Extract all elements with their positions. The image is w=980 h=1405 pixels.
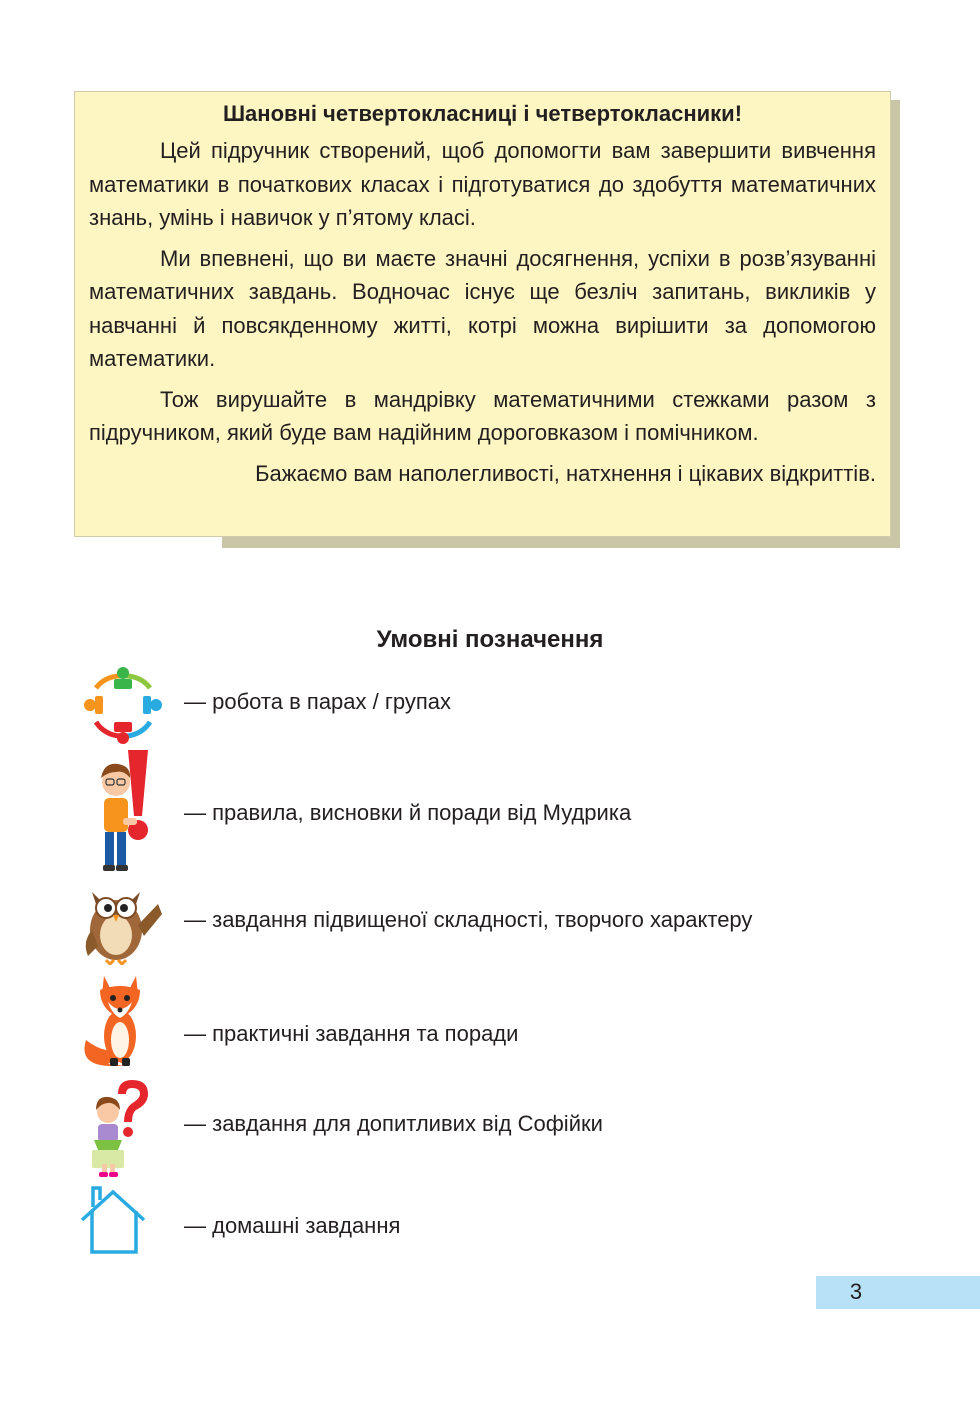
intro-paragraph: Цей підручник створений, щоб допомогти вам завершити вивчення математики в початкових класах і підготуватися до здобуття математичних знань, умінь і навичок у п’ятому класі. [89,138,876,230]
legend-text: — практичні завдання та поради [184,1021,519,1046]
legend-item-rules [78,748,898,876]
legend-item-practical [78,970,898,1070]
legend-title: Умовні позначення [376,626,604,653]
intro-box [74,91,891,537]
page-number-bar [816,1276,980,1309]
intro-paragraph: Ми впевнені, що ви маєте значні досягнення, успіхи в розв’язуванні математичних завдань. Водночас існує ще безліч запитань, викликів у навчанні й повсякденному житті, котрі можна вирішити за допомогою математики. [89,245,876,371]
legend-text: — робота в парах / групах [184,689,452,714]
legend-item-curious [78,1076,898,1178]
legend-item-homework [78,1184,898,1256]
page-number: 3 [849,1279,863,1304]
intro-paragraph: Тож вирушайте в мандрівку математичними стежками разом з підручником, який буде вам надійним дороговказом і помічником. [89,386,876,445]
intro-title: Шановні четвертокласниці і четвертокласники! [222,101,743,126]
owl-icon [78,880,168,965]
fox-icon [78,970,158,1070]
group-work-icon [78,666,168,746]
legend-text: — завдання підвищеної складності, творчого характеру [184,907,753,932]
house-icon [78,1184,158,1256]
intro-paragraph: Бажаємо вам наполегливості, натхнення і цікавих відкриттів. [255,460,876,486]
boy-exclamation-icon [78,748,158,876]
legend-text: — правила, висновки й поради від Мудрика [184,800,632,825]
girl-question-icon [78,1076,158,1178]
legend-item-creative [78,880,898,965]
legend-item-group-work [78,666,898,746]
legend-text: — завдання для допитливих від Софійки [184,1111,603,1136]
legend-text: — домашні завдання [184,1213,401,1238]
